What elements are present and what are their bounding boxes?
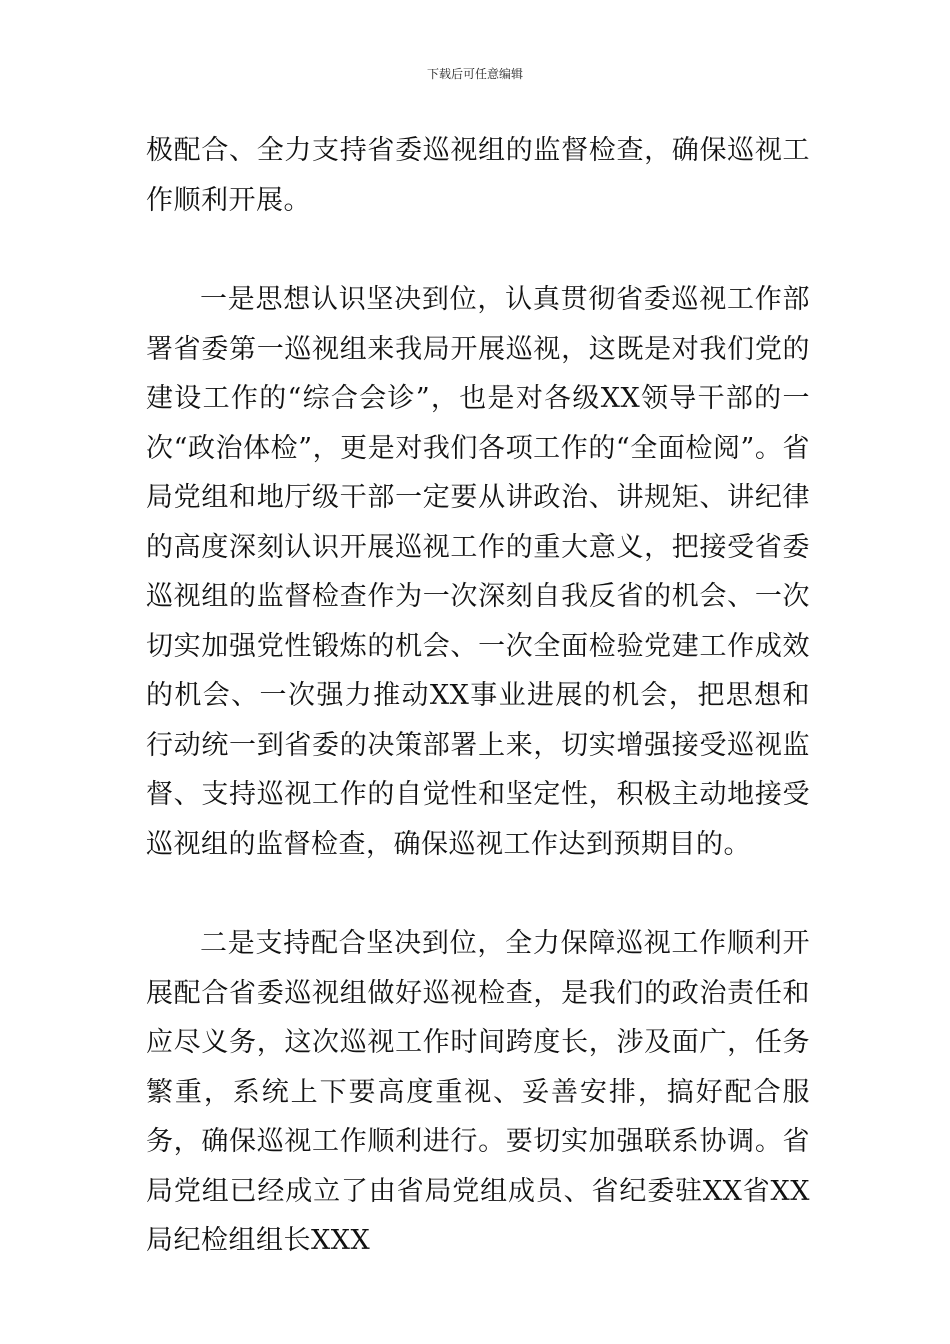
paragraph-point-two: 二是支持配合坚决到位，全力保障巡视工作顺利开展配合省委巡视组做好巡视检查，是我们的政治责任和应尽义务，这次巡视工作时间跨度长，涉及面广，任务繁重，系统上下要高度重视、妥善安排，搞好配合服务，确保巡视工作顺利进行。要切实加强联系协调。省局党组已经成立了由省局党组成员、省纪委驻XX省XX局纪检组组长XXX bbox=[146, 928, 810, 1256]
document-body bbox=[146, 126, 810, 1266]
paragraph-point-one: 一是思想认识坚决到位，认真贯彻省委巡视工作部署省委第一巡视组来我局开展巡视，这既是对我们党的建设工作的“综合会诊”，也是对各级XX领导干部的一次“政治体检”，更是对我们各项工作的“全面检阅”。省局党组和地厅级干部一定要从讲政治、讲规矩、讲纪律的高度深刻认识开展巡视工作的重大意义，把接受省委巡视组的监督检查作为一次深刻自我反省的机会、一次切实加强党性锻炼的机会、一次全面检验党建工作成效的机会、一次强力推动XX事业进展的机会，把思想和行动统一到省委的决策部署上来，切实增强接受巡视监督、支持巡视工作的自觉性和坚定性，积极主动地接受巡视组的监督检查，确保巡视工作达到预期目的。 bbox=[146, 284, 810, 860]
page-header-note: 下载后可任意编辑 bbox=[426, 67, 523, 81]
paragraph-continuation: 极配合、全力支持省委巡视组的监督检查，确保巡视工作顺利开展。 bbox=[146, 135, 810, 216]
